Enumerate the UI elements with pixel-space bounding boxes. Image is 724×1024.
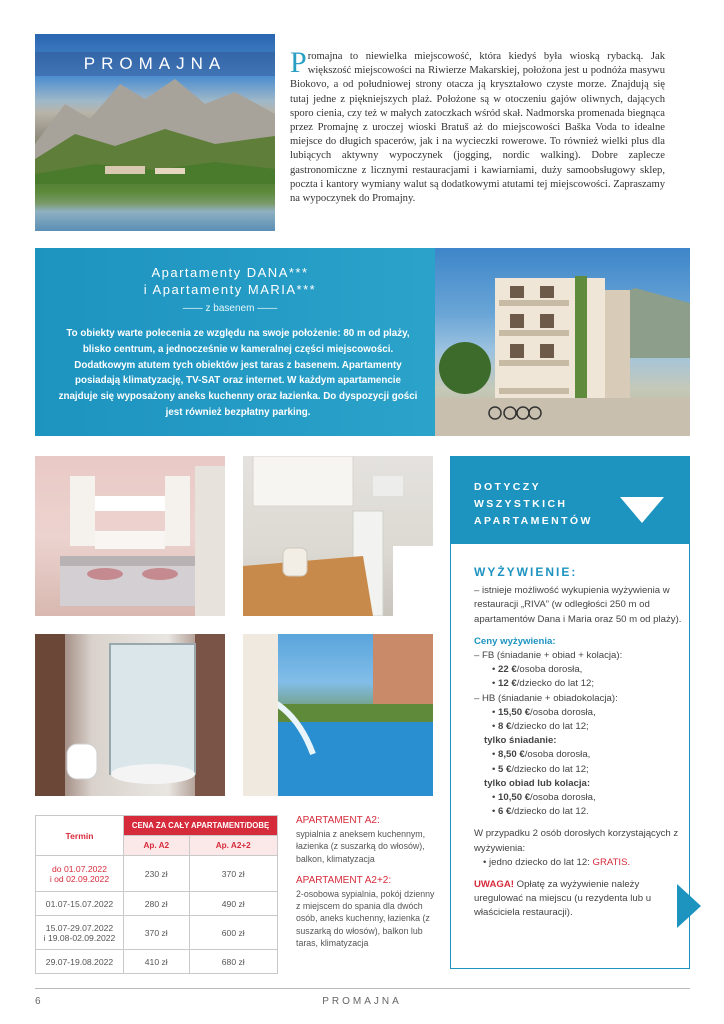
- banner-title-line2: i Apartamenty MARIA***: [143, 282, 317, 297]
- table-header-price: CENA ZA CAŁY APARTAMENT/DOBĘ: [124, 816, 278, 836]
- hero-dropcap: P: [290, 46, 307, 79]
- table-cell-a2: 230 zł: [124, 856, 190, 892]
- table-header-a22: Ap. A2+2: [189, 836, 277, 856]
- hb-label: – HB (śniadanie + obiadokolacja):: [474, 692, 618, 704]
- price-line: • 5 €/dziecko do lat 12;: [492, 763, 589, 775]
- info-header: [450, 456, 690, 544]
- footer-title: PROMAJNA: [322, 996, 402, 1007]
- table-row: [36, 892, 278, 916]
- price-line: • 15,50 €/osoba dorosła,: [492, 706, 596, 718]
- uwaga-note: UWAGA! Opłatę za wyżywienie należy uregulować na miejscu (u rezydenta lub u właściciela restauracji).: [474, 879, 652, 919]
- building-illustration: [435, 248, 690, 436]
- hero-text: [290, 46, 665, 206]
- photo-bathroom: [35, 634, 225, 796]
- price-line: • 8 €/dziecko do lat 12;: [492, 721, 589, 733]
- price-line: • 8,50 €/osoba dorosła,: [492, 749, 591, 761]
- apartment-a2-title: APARTAMENT A2:: [296, 815, 380, 826]
- table-cell-a2: 410 zł: [124, 950, 190, 974]
- banner-title-line1: Apartamenty DANA***: [151, 265, 309, 280]
- apartment-a2-text: sypialnia z aneksem kuchennym, łazienka (z suszarką do włosów), balkon, klimatyzacja: [296, 829, 426, 864]
- meal-prices-title: Ceny wyżywienia:: [474, 635, 556, 647]
- info-content: [474, 565, 684, 921]
- table-header-term: Termin: [36, 816, 124, 856]
- apartments-banner: [35, 248, 690, 436]
- price-line: • 6 €/dziecko do lat 12.: [492, 806, 589, 818]
- banner-title: [35, 264, 425, 298]
- banner-subtitle: —— z basenem ——: [182, 303, 278, 314]
- lunch-label: tylko obiad lub kolacja:: [484, 777, 591, 789]
- table-cell-a2: 280 zł: [124, 892, 190, 916]
- hero-title: PROMAJNA: [35, 52, 275, 76]
- apartment-descriptions: [296, 815, 436, 949]
- mountain-illustration: [35, 74, 275, 184]
- table-cell-a22: 680 zł: [189, 950, 277, 974]
- bedroom-illustration: [35, 456, 225, 616]
- fb-label: – FB (śniadanie + obiad + kolacja):: [474, 650, 623, 662]
- hero-paragraph: romajna to niewielka miejscowość, która kiedyś była wioską rybacką. Jak większość miejscowości na Riwierze Makarskiej, położona jest u podnóża masywu Biokovo, a od południowej strony otacza ją kryształowo czyste morze. Znajdują się tutaj jedne z piękniejszych plaż. Położone są w otoczeniu gajów oliwnych, dających sporo cienia, czy też w małych zatoczkach wśród skał. Nadmorska promenada biegnąca przez Promajnę z uroczej wioski Bratuš aż do miejscowości Baška Voda to idealne miejsce do długich spacerów, jak i na wycieczki rowerowe. To również wielki plus dla lubiących aktywny wypoczynek (jogging, nordic walking). Dobre zaplecze gastronomiczne z licznymi restauracjami i kawiarniami, duży samoobsługowy sklep, poczta i kantory wymiany walut są dodatkowymi atutami tej miejscowości. Zapraszamy na wypoczynek do Promajny.: [290, 51, 665, 205]
- price-line: • 12 €/dziecko do lat 12;: [492, 678, 595, 690]
- table-header-a2: Ap. A2: [124, 836, 190, 856]
- price-line: • 22 €/osoba dorosła,: [492, 664, 583, 676]
- breakfast-label: tylko śniadanie:: [484, 735, 557, 747]
- page-number: 6: [35, 996, 41, 1007]
- footer-divider: [35, 988, 690, 989]
- price-table: [35, 815, 278, 974]
- triangle-down-icon: [620, 497, 664, 523]
- table-cell-term: do 01.07.2022 i od 02.09.2022: [36, 856, 124, 892]
- arrow-right-icon: [677, 884, 701, 928]
- banner-photo-building: [435, 248, 690, 436]
- table-cell-a22: 490 zł: [189, 892, 277, 916]
- table-cell-a22: 370 zł: [189, 856, 277, 892]
- pool-illustration: [243, 634, 433, 796]
- table-cell-term: 01.07-15.07.2022: [36, 892, 124, 916]
- meals-title: WYŻYWIENIE:: [474, 565, 578, 579]
- table-cell-term: 29.07-19.08.2022: [36, 950, 124, 974]
- table-row: [36, 950, 278, 974]
- table-cell-term: 15.07-29.07.2022 i 19.08-02.09.2022: [36, 916, 124, 950]
- kitchen-illustration: [243, 456, 433, 616]
- price-line: • 10,50 €/osoba dorosła,: [492, 792, 596, 804]
- photo-kitchen: [243, 456, 433, 616]
- meals-intro: – istnieje możliwość wykupienia wyżywienia w restauracji „RIVA” (w odległości 250 m od apartamentów Dana i Maria oraz 50 m od plaży).: [474, 585, 682, 625]
- table-cell-a2: 370 zł: [124, 916, 190, 950]
- photo-pool: [243, 634, 433, 796]
- two-adults-note: W przypadku 2 osób dorosłych korzystających z wyżywienia:: [474, 828, 679, 854]
- child-free-note: • jedno dziecko do lat 12: GRATIS.: [483, 856, 631, 868]
- table-row: [36, 856, 278, 892]
- table-row: [36, 916, 278, 950]
- bathroom-illustration: [35, 634, 225, 796]
- banner-text: To obiekty warte polecenia ze względu na swoje położenie: 80 m od plaży, blisko centrum, a jednocześnie w kameralnej części miejscowości. Dodatkowym atutem tych obiektów jest taras z basenem. Apartamenty posiadają klimatyzację, TV-SAT oraz internet. W każdym apartamencie znajduje się wyposażony aneks kuchenny oraz łazienka. Do dyspozycji gości jest również bezpłatny parking.: [58, 328, 418, 418]
- photo-bedroom: [35, 456, 225, 616]
- table-cell-a22: 600 zł: [189, 916, 277, 950]
- info-header-title: DOTYCZY WSZYSTKICH APARTAMENTÓW: [474, 481, 593, 527]
- apartment-a22-text: 2-osobowa sypialnia, pokój dzienny z miejscem do spania dla dwóch osób, aneks kuchenny, łazienka (z suszarką do włosów), balkon lub taras, klimatyzacja: [296, 889, 435, 948]
- apartment-a22-title: APARTAMENT A2+2:: [296, 874, 392, 886]
